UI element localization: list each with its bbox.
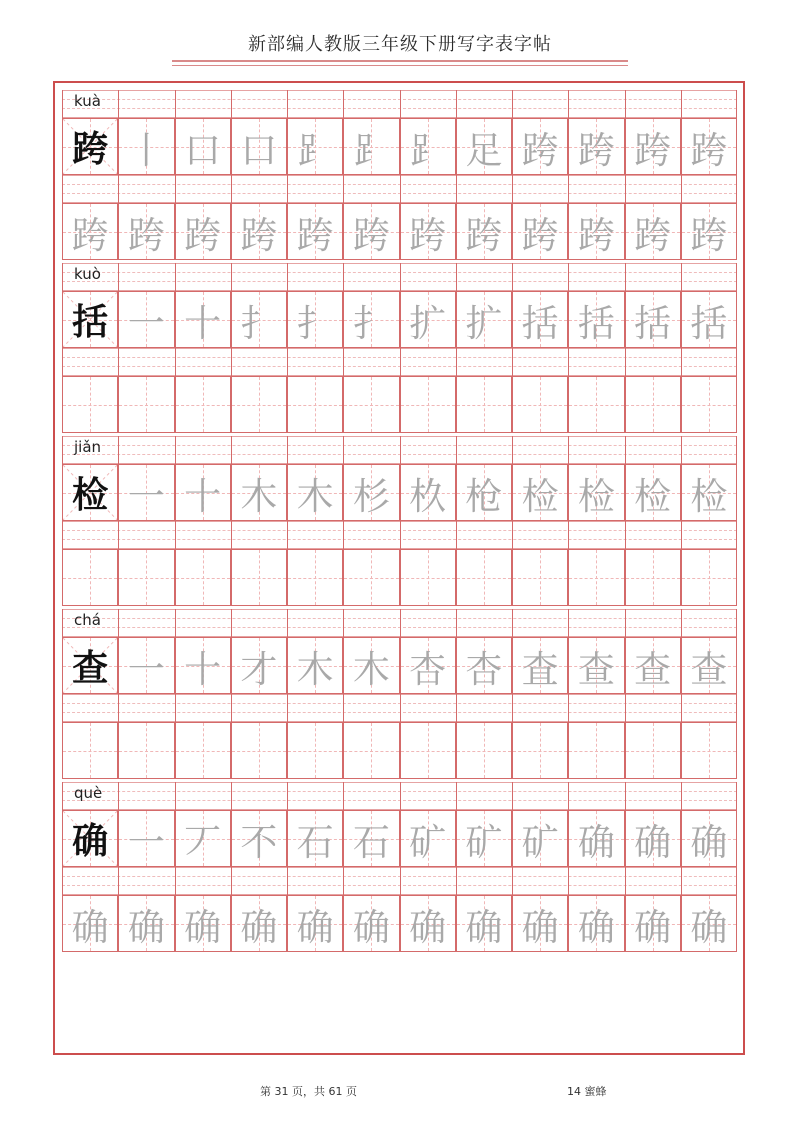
trace-character xyxy=(457,723,511,778)
trace-character xyxy=(288,723,342,778)
practice-cell xyxy=(456,895,512,952)
stroke-cell xyxy=(400,637,456,694)
practice-cell xyxy=(568,203,624,260)
practice-cell xyxy=(400,549,456,606)
trace-character: ⻊ xyxy=(296,128,334,172)
stroke-cell xyxy=(681,291,737,348)
trace-character: 矿 xyxy=(465,820,503,864)
stroke-cell xyxy=(287,291,343,348)
practice-cell xyxy=(343,549,399,606)
stroke-cell xyxy=(231,464,287,521)
practice-cell xyxy=(118,376,174,433)
trace-character: 确 xyxy=(184,905,222,949)
pinyin-strip xyxy=(62,348,737,376)
practice-cell xyxy=(118,203,174,260)
trace-character: 确 xyxy=(465,905,503,949)
stroke-cell xyxy=(625,810,681,867)
stroke-cell xyxy=(400,118,456,175)
practice-cell xyxy=(231,722,287,779)
practice-cell xyxy=(287,722,343,779)
trace-character xyxy=(457,377,511,432)
trace-character: 木 xyxy=(296,474,334,518)
stroke-cell xyxy=(343,291,399,348)
trace-character: 一 xyxy=(127,820,165,864)
practice-cell xyxy=(568,895,624,952)
practice-cell xyxy=(62,549,118,606)
pinyin-label: kuò xyxy=(74,265,101,283)
stroke-cell xyxy=(118,118,174,175)
practice-cell xyxy=(400,376,456,433)
trace-character: 跨 xyxy=(690,213,728,257)
stroke-cell xyxy=(512,637,568,694)
practice-sheet xyxy=(53,81,745,1055)
model-character: 查 xyxy=(72,648,109,689)
trace-character: 确 xyxy=(690,905,728,949)
practice-cell xyxy=(512,549,568,606)
character-section xyxy=(62,436,737,606)
stroke-cell xyxy=(287,118,343,175)
trace-character: ⻊ xyxy=(352,128,390,172)
trace-character xyxy=(513,550,567,605)
stroke-cell xyxy=(343,810,399,867)
trace-character: 跨 xyxy=(577,128,615,172)
trace-character xyxy=(176,377,230,432)
trace-character: 跨 xyxy=(127,213,165,257)
trace-character: 不 xyxy=(240,820,278,864)
model-cell xyxy=(62,637,118,694)
practice-cell xyxy=(175,203,231,260)
trace-character xyxy=(176,723,230,778)
trace-character: 检 xyxy=(577,474,615,518)
trace-character: ⻊ xyxy=(409,128,447,172)
trace-character: 确 xyxy=(240,905,278,949)
practice-cell xyxy=(625,549,681,606)
stroke-cell xyxy=(175,291,231,348)
pinyin-label: què xyxy=(74,784,103,802)
trace-character xyxy=(682,377,736,432)
trace-character: 杉 xyxy=(352,474,390,518)
stroke-order-row xyxy=(62,291,737,348)
practice-cell xyxy=(512,376,568,433)
model-cell xyxy=(62,118,118,175)
trace-character: 确 xyxy=(127,905,165,949)
stroke-cell xyxy=(343,118,399,175)
stroke-cell xyxy=(400,464,456,521)
trace-character: 木 xyxy=(296,647,334,691)
practice-cell xyxy=(118,549,174,606)
trace-character: 跨 xyxy=(521,128,559,172)
stroke-cell xyxy=(625,291,681,348)
trace-character: 十 xyxy=(184,474,222,518)
stroke-cell xyxy=(512,291,568,348)
stroke-cell xyxy=(287,810,343,867)
practice-cell xyxy=(681,203,737,260)
stroke-cell xyxy=(231,118,287,175)
practice-cell xyxy=(175,549,231,606)
stroke-cell xyxy=(400,291,456,348)
stroke-cell xyxy=(231,637,287,694)
trace-character xyxy=(119,723,173,778)
practice-row xyxy=(62,203,737,260)
trace-character xyxy=(63,550,117,605)
trace-character: 跨 xyxy=(690,128,728,172)
stroke-cell xyxy=(625,464,681,521)
trace-character: 一 xyxy=(127,301,165,345)
trace-character: 确 xyxy=(634,820,672,864)
trace-character: 跨 xyxy=(184,213,222,257)
trace-character xyxy=(626,550,680,605)
trace-character: 足 xyxy=(465,128,503,172)
stroke-cell xyxy=(568,810,624,867)
practice-cell xyxy=(456,722,512,779)
trace-character: 跨 xyxy=(296,213,334,257)
trace-character: 杏 xyxy=(409,647,447,691)
practice-cell xyxy=(343,203,399,260)
practice-cell xyxy=(681,895,737,952)
pinyin-label: kuà xyxy=(74,92,101,110)
stroke-order-row xyxy=(62,464,737,521)
trace-character xyxy=(682,550,736,605)
pinyin-label: chá xyxy=(74,611,101,629)
trace-character xyxy=(288,377,342,432)
trace-character: 一 xyxy=(127,647,165,691)
practice-cell xyxy=(287,203,343,260)
pinyin-strip xyxy=(62,521,737,549)
stroke-cell xyxy=(175,118,231,175)
stroke-cell xyxy=(231,291,287,348)
trace-character: 跨 xyxy=(352,213,390,257)
trace-character xyxy=(401,377,455,432)
practice-cell xyxy=(512,895,568,952)
trace-character: 扩 xyxy=(465,301,503,345)
trace-character: 扌 xyxy=(296,301,334,345)
trace-character xyxy=(344,377,398,432)
practice-cell xyxy=(568,376,624,433)
trace-character xyxy=(569,550,623,605)
trace-character: 检 xyxy=(690,474,728,518)
footer-author: 14 蜜蜂 xyxy=(567,1085,607,1098)
stroke-cell xyxy=(568,464,624,521)
practice-cell xyxy=(343,722,399,779)
practice-cell xyxy=(62,376,118,433)
trace-character: 丆 xyxy=(184,820,222,864)
pinyin-strip xyxy=(62,694,737,722)
trace-character xyxy=(569,377,623,432)
trace-character: 查 xyxy=(690,647,728,691)
practice-row xyxy=(62,549,737,606)
stroke-cell xyxy=(456,118,512,175)
practice-cell xyxy=(681,549,737,606)
trace-character: 确 xyxy=(521,905,559,949)
stroke-cell xyxy=(512,810,568,867)
trace-character xyxy=(232,377,286,432)
stroke-order-row xyxy=(62,118,737,175)
character-section xyxy=(62,263,737,433)
trace-character: 查 xyxy=(634,647,672,691)
trace-character: 跨 xyxy=(577,213,615,257)
stroke-cell xyxy=(118,464,174,521)
practice-cell xyxy=(175,376,231,433)
practice-cell xyxy=(231,376,287,433)
practice-row xyxy=(62,376,737,433)
stroke-cell xyxy=(175,464,231,521)
practice-cell xyxy=(175,722,231,779)
trace-character xyxy=(176,550,230,605)
trace-character: 跨 xyxy=(71,213,109,257)
trace-character: 扌 xyxy=(352,301,390,345)
model-character: 括 xyxy=(72,302,109,343)
stroke-cell xyxy=(456,637,512,694)
pinyin-strip xyxy=(62,782,737,810)
character-section xyxy=(62,782,737,952)
practice-cell xyxy=(231,895,287,952)
stroke-cell xyxy=(568,118,624,175)
trace-character: 石 xyxy=(296,820,334,864)
practice-cell xyxy=(118,722,174,779)
stroke-cell xyxy=(287,637,343,694)
stroke-cell xyxy=(400,810,456,867)
practice-cell xyxy=(456,549,512,606)
model-character: 确 xyxy=(72,821,109,862)
stroke-cell xyxy=(568,291,624,348)
practice-cell xyxy=(343,376,399,433)
practice-cell xyxy=(568,549,624,606)
trace-character: 确 xyxy=(577,905,615,949)
practice-cell xyxy=(512,722,568,779)
trace-character: 丨 xyxy=(127,128,165,172)
practice-cell xyxy=(343,895,399,952)
trace-character: 跨 xyxy=(240,213,278,257)
pinyin-label: jiǎn xyxy=(74,438,102,456)
trace-character: 确 xyxy=(71,905,109,949)
trace-character xyxy=(232,550,286,605)
trace-character: 木 xyxy=(240,474,278,518)
stroke-cell xyxy=(231,810,287,867)
trace-character: 确 xyxy=(296,905,334,949)
trace-character: 确 xyxy=(352,905,390,949)
trace-character: 跨 xyxy=(634,213,672,257)
trace-character: 括 xyxy=(521,301,559,345)
trace-character: 跨 xyxy=(465,213,503,257)
trace-character: 扩 xyxy=(409,301,447,345)
stroke-order-row xyxy=(62,637,737,694)
practice-cell xyxy=(287,895,343,952)
practice-cell xyxy=(400,722,456,779)
practice-row xyxy=(62,722,737,779)
page-number: 第 31 页，共 61 页 xyxy=(260,1085,357,1098)
pinyin-strip xyxy=(62,436,737,464)
stroke-cell xyxy=(681,464,737,521)
practice-cell xyxy=(175,895,231,952)
trace-character: 检 xyxy=(521,474,559,518)
trace-character xyxy=(513,723,567,778)
trace-character: 跨 xyxy=(634,128,672,172)
practice-cell xyxy=(400,895,456,952)
model-cell xyxy=(62,291,118,348)
stroke-cell xyxy=(118,291,174,348)
stroke-cell xyxy=(343,637,399,694)
trace-character xyxy=(513,377,567,432)
trace-character xyxy=(626,377,680,432)
stroke-cell xyxy=(456,291,512,348)
stroke-cell xyxy=(681,637,737,694)
trace-character: 才 xyxy=(240,647,278,691)
practice-cell xyxy=(625,376,681,433)
stroke-cell xyxy=(512,464,568,521)
trace-character: 括 xyxy=(634,301,672,345)
trace-character xyxy=(232,723,286,778)
trace-character: 检 xyxy=(634,474,672,518)
trace-character xyxy=(682,723,736,778)
practice-cell xyxy=(568,722,624,779)
practice-cell xyxy=(287,376,343,433)
practice-cell xyxy=(512,203,568,260)
trace-character: 确 xyxy=(690,820,728,864)
pinyin-strip xyxy=(62,90,737,118)
stroke-cell xyxy=(456,464,512,521)
stroke-cell xyxy=(625,637,681,694)
stroke-cell xyxy=(568,637,624,694)
trace-character: 石 xyxy=(352,820,390,864)
model-cell xyxy=(62,464,118,521)
practice-cell xyxy=(231,549,287,606)
trace-character: 杦 xyxy=(409,474,447,518)
practice-cell xyxy=(62,203,118,260)
trace-character: 矿 xyxy=(409,820,447,864)
trace-character xyxy=(401,723,455,778)
trace-character: 十 xyxy=(184,647,222,691)
stroke-cell xyxy=(118,810,174,867)
stroke-cell xyxy=(681,810,737,867)
trace-character: 确 xyxy=(409,905,447,949)
practice-cell xyxy=(456,203,512,260)
trace-character xyxy=(63,377,117,432)
stroke-cell xyxy=(287,464,343,521)
stroke-cell xyxy=(343,464,399,521)
trace-character: 括 xyxy=(577,301,615,345)
trace-character: 确 xyxy=(577,820,615,864)
title-underline xyxy=(172,60,628,62)
trace-character: 查 xyxy=(577,647,615,691)
practice-cell xyxy=(625,722,681,779)
trace-character xyxy=(63,723,117,778)
stroke-cell xyxy=(512,118,568,175)
practice-cell xyxy=(625,895,681,952)
practice-cell xyxy=(456,376,512,433)
practice-cell xyxy=(400,203,456,260)
stroke-order-row xyxy=(62,810,737,867)
trace-character xyxy=(569,723,623,778)
practice-cell xyxy=(625,203,681,260)
practice-cell xyxy=(118,895,174,952)
trace-character xyxy=(344,723,398,778)
practice-cell xyxy=(681,722,737,779)
practice-cell xyxy=(62,722,118,779)
trace-character: 口 xyxy=(184,128,222,172)
trace-character: 一 xyxy=(127,474,165,518)
practice-cell xyxy=(287,549,343,606)
trace-character: 十 xyxy=(184,301,222,345)
trace-character: 杏 xyxy=(465,647,503,691)
trace-character: 口 xyxy=(240,128,278,172)
practice-cell xyxy=(62,895,118,952)
page-title: 新部编人教版三年级下册写字表字帖 xyxy=(248,34,552,55)
stroke-cell xyxy=(625,118,681,175)
trace-character xyxy=(288,550,342,605)
model-character: 检 xyxy=(72,475,109,516)
trace-character: 扌 xyxy=(240,301,278,345)
pinyin-strip xyxy=(62,867,737,895)
practice-cell xyxy=(681,376,737,433)
pinyin-strip xyxy=(62,263,737,291)
trace-character xyxy=(119,377,173,432)
trace-character: 跨 xyxy=(409,213,447,257)
model-character: 跨 xyxy=(72,129,109,170)
stroke-cell xyxy=(681,118,737,175)
trace-character: 枪 xyxy=(465,474,503,518)
character-section xyxy=(62,609,737,779)
trace-character xyxy=(401,550,455,605)
pinyin-strip xyxy=(62,175,737,203)
trace-character xyxy=(457,550,511,605)
practice-cell xyxy=(231,203,287,260)
trace-character xyxy=(119,550,173,605)
stroke-cell xyxy=(456,810,512,867)
stroke-cell xyxy=(175,810,231,867)
pinyin-strip xyxy=(62,609,737,637)
trace-character: 确 xyxy=(634,905,672,949)
stroke-cell xyxy=(175,637,231,694)
stroke-cell xyxy=(118,637,174,694)
trace-character: 査 xyxy=(521,647,559,691)
trace-character: 木 xyxy=(352,647,390,691)
trace-character: 括 xyxy=(690,301,728,345)
trace-character: 跨 xyxy=(521,213,559,257)
practice-row xyxy=(62,895,737,952)
trace-character xyxy=(626,723,680,778)
title-underline-thin xyxy=(172,65,628,66)
model-cell xyxy=(62,810,118,867)
trace-character xyxy=(344,550,398,605)
trace-character: 矿 xyxy=(521,820,559,864)
